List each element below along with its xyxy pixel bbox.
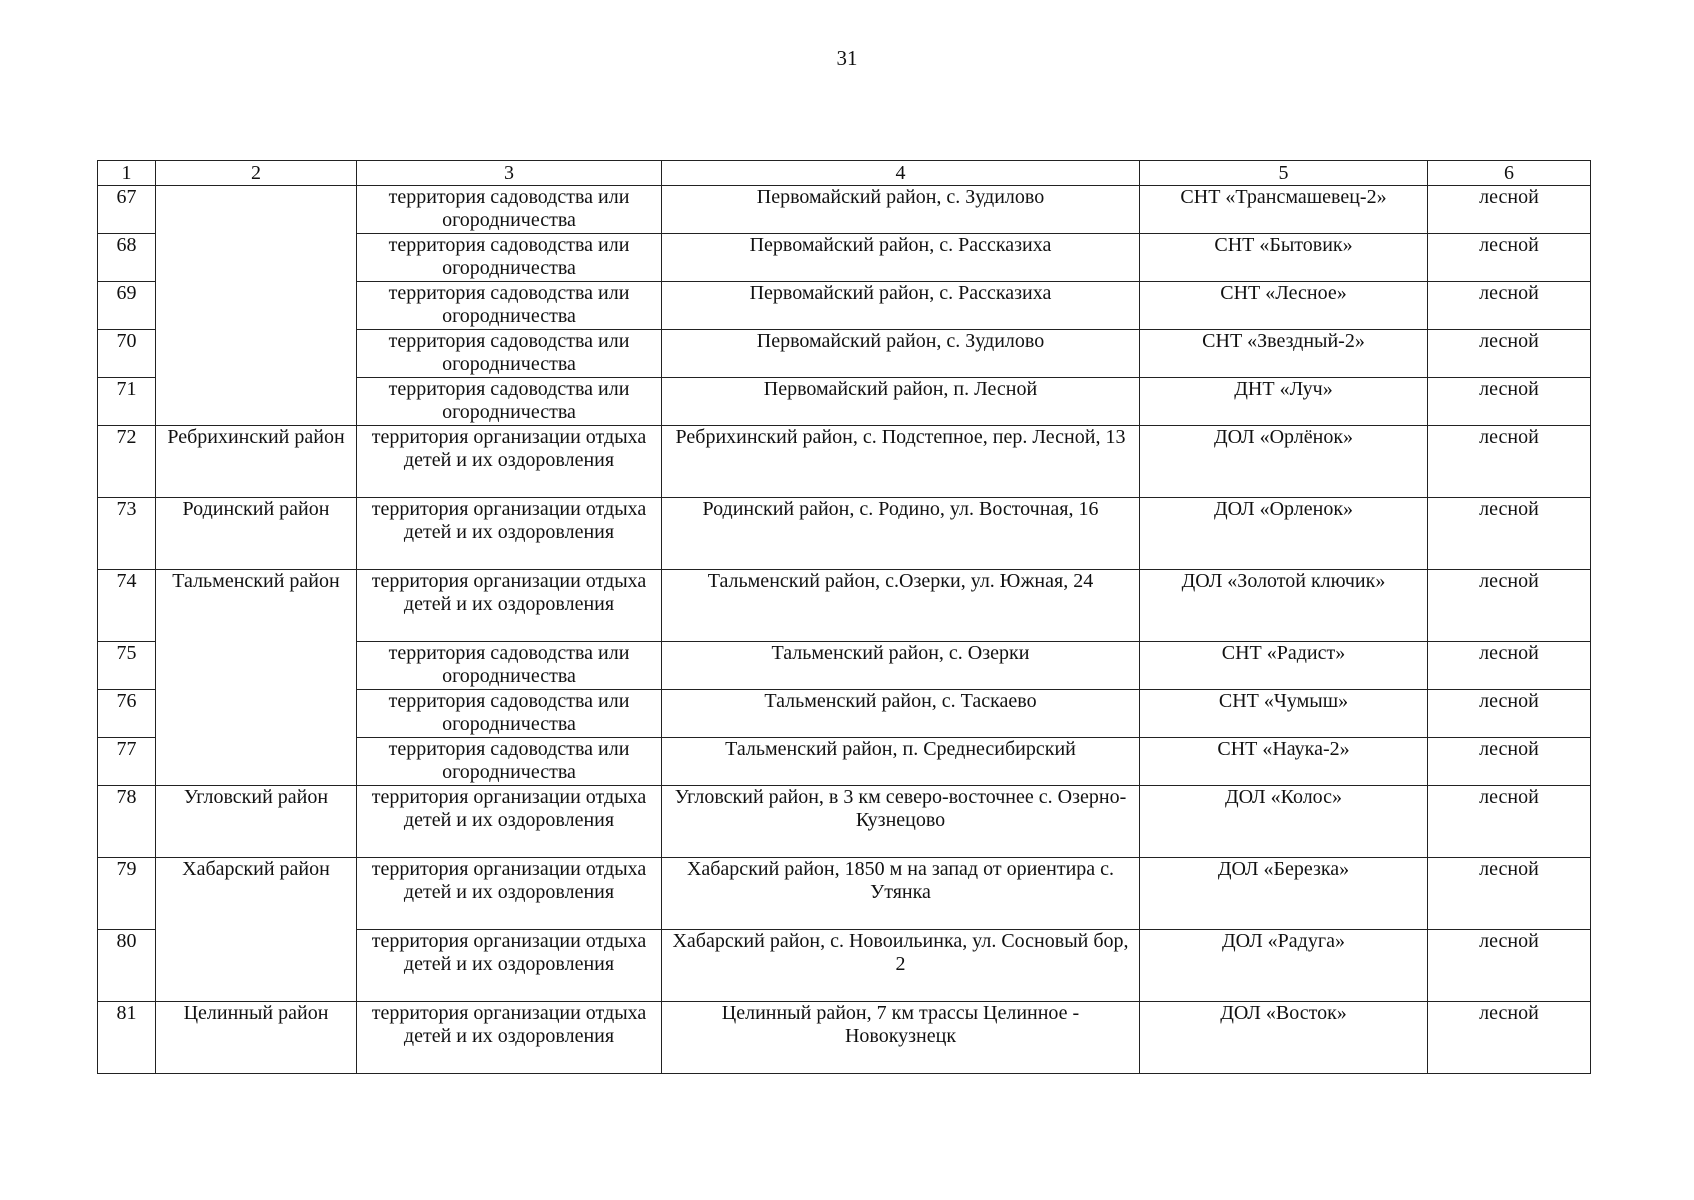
organization-name-cell: СНТ «Бытовик» bbox=[1140, 234, 1428, 282]
address-cell: Первомайский район, п. Лесной bbox=[662, 378, 1140, 426]
territory-type-cell: территория садоводства или огородничества bbox=[357, 186, 662, 234]
column-number-row bbox=[98, 161, 1591, 186]
row-number: 67 bbox=[98, 186, 156, 234]
territory-type-cell: территория садоводства или огородничества bbox=[357, 642, 662, 690]
category-cell: лесной bbox=[1428, 378, 1591, 426]
organization-name-cell: ДОЛ «Радуга» bbox=[1140, 930, 1428, 1002]
category-cell: лесной bbox=[1428, 858, 1591, 930]
address-cell: Родинский район, с. Родино, ул. Восточная, 16 bbox=[662, 498, 1140, 570]
address-cell: Тальменский район, с. Таскаево bbox=[662, 690, 1140, 738]
address-cell: Первомайский район, с. Рассказиха bbox=[662, 234, 1140, 282]
row-number: 76 bbox=[98, 690, 156, 738]
address-cell: Первомайский район, с. Рассказиха bbox=[662, 282, 1140, 330]
organization-name-cell: СНТ «Радист» bbox=[1140, 642, 1428, 690]
organization-name-cell: СНТ «Наука-2» bbox=[1140, 738, 1428, 786]
column-number: 1 bbox=[98, 161, 156, 186]
organization-name-cell: ДОЛ «Восток» bbox=[1140, 1002, 1428, 1074]
registry-table bbox=[97, 160, 1591, 1074]
table-row bbox=[98, 186, 1591, 234]
row-number: 77 bbox=[98, 738, 156, 786]
address-cell: Целинный район, 7 км трассы Целинное - Новокузнецк bbox=[662, 1002, 1140, 1074]
category-cell: лесной bbox=[1428, 738, 1591, 786]
page-number: 31 bbox=[836, 46, 858, 70]
territory-type-cell: территория организации отдыха детей и их оздоровления bbox=[357, 570, 662, 642]
table-row bbox=[98, 786, 1591, 858]
territory-type-cell: территория садоводства или огородничества bbox=[357, 330, 662, 378]
territory-type-cell: территория организации отдыха детей и их оздоровления bbox=[357, 786, 662, 858]
category-cell: лесной bbox=[1428, 930, 1591, 1002]
address-cell: Первомайский район, с. Зудилово bbox=[662, 186, 1140, 234]
district-cell bbox=[156, 186, 357, 426]
row-number: 74 bbox=[98, 570, 156, 642]
address-cell: Первомайский район, с. Зудилово bbox=[662, 330, 1140, 378]
district-cell: Целинный район bbox=[156, 1002, 357, 1074]
organization-name-cell: ДОЛ «Колос» bbox=[1140, 786, 1428, 858]
territory-type-cell: территория организации отдыха детей и их оздоровления bbox=[357, 930, 662, 1002]
column-number: 3 bbox=[357, 161, 662, 186]
district-cell: Ребрихинский район bbox=[156, 426, 357, 498]
district-cell: Угловский район bbox=[156, 786, 357, 858]
organization-name-cell: СНТ «Трансмашевец-2» bbox=[1140, 186, 1428, 234]
row-number: 71 bbox=[98, 378, 156, 426]
column-number: 4 bbox=[662, 161, 1140, 186]
row-number: 81 bbox=[98, 1002, 156, 1074]
table-row bbox=[98, 570, 1591, 642]
table-row bbox=[98, 858, 1591, 930]
category-cell: лесной bbox=[1428, 234, 1591, 282]
organization-name-cell: ДОЛ «Орлёнок» bbox=[1140, 426, 1428, 498]
territory-type-cell: территория организации отдыха детей и их оздоровления bbox=[357, 1002, 662, 1074]
category-cell: лесной bbox=[1428, 330, 1591, 378]
row-number: 69 bbox=[98, 282, 156, 330]
row-number: 70 bbox=[98, 330, 156, 378]
category-cell: лесной bbox=[1428, 186, 1591, 234]
district-cell: Хабарский район bbox=[156, 858, 357, 1002]
organization-name-cell: ДНТ «Луч» bbox=[1140, 378, 1428, 426]
address-cell: Угловский район, в 3 км северо-восточнее с. Озерно-Кузнецово bbox=[662, 786, 1140, 858]
organization-name-cell: ДОЛ «Орленок» bbox=[1140, 498, 1428, 570]
address-cell: Ребрихинский район, с. Подстепное, пер. Лесной, 13 bbox=[662, 426, 1140, 498]
district-cell: Тальменский район bbox=[156, 570, 357, 786]
category-cell: лесной bbox=[1428, 642, 1591, 690]
address-cell: Хабарский район, 1850 м на запад от ориентира с. Утянка bbox=[662, 858, 1140, 930]
table-row bbox=[98, 498, 1591, 570]
territory-type-cell: территория садоводства или огородничества bbox=[357, 378, 662, 426]
row-number: 80 bbox=[98, 930, 156, 1002]
row-number: 68 bbox=[98, 234, 156, 282]
category-cell: лесной bbox=[1428, 498, 1591, 570]
territory-type-cell: территория садоводства или огородничества bbox=[357, 690, 662, 738]
row-number: 78 bbox=[98, 786, 156, 858]
category-cell: лесной bbox=[1428, 786, 1591, 858]
row-number: 73 bbox=[98, 498, 156, 570]
organization-name-cell: СНТ «Звездный-2» bbox=[1140, 330, 1428, 378]
address-cell: Тальменский район, с.Озерки, ул. Южная, 24 bbox=[662, 570, 1140, 642]
territory-type-cell: территория организации отдыха детей и их оздоровления bbox=[357, 498, 662, 570]
district-cell: Родинский район bbox=[156, 498, 357, 570]
territory-type-cell: территория организации отдыха детей и их оздоровления bbox=[357, 858, 662, 930]
column-number: 5 bbox=[1140, 161, 1428, 186]
row-number: 72 bbox=[98, 426, 156, 498]
column-number: 6 bbox=[1428, 161, 1591, 186]
category-cell: лесной bbox=[1428, 426, 1591, 498]
column-number: 2 bbox=[156, 161, 357, 186]
category-cell: лесной bbox=[1428, 690, 1591, 738]
address-cell: Тальменский район, п. Среднесибирский bbox=[662, 738, 1140, 786]
row-number: 79 bbox=[98, 858, 156, 930]
organization-name-cell: СНТ «Чумыш» bbox=[1140, 690, 1428, 738]
category-cell: лесной bbox=[1428, 570, 1591, 642]
table-row bbox=[98, 426, 1591, 498]
category-cell: лесной bbox=[1428, 1002, 1591, 1074]
organization-name-cell: СНТ «Лесное» bbox=[1140, 282, 1428, 330]
territory-type-cell: территория садоводства или огородничества bbox=[357, 282, 662, 330]
row-number: 75 bbox=[98, 642, 156, 690]
address-cell: Хабарский район, с. Новоильинка, ул. Сосновый бор, 2 bbox=[662, 930, 1140, 1002]
organization-name-cell: ДОЛ «Золотой ключик» bbox=[1140, 570, 1428, 642]
territory-type-cell: территория садоводства или огородничества bbox=[357, 738, 662, 786]
address-cell: Тальменский район, с. Озерки bbox=[662, 642, 1140, 690]
table-row bbox=[98, 1002, 1591, 1074]
organization-name-cell: ДОЛ «Березка» bbox=[1140, 858, 1428, 930]
category-cell: лесной bbox=[1428, 282, 1591, 330]
territory-type-cell: территория организации отдыха детей и их оздоровления bbox=[357, 426, 662, 498]
territory-type-cell: территория садоводства или огородничества bbox=[357, 234, 662, 282]
